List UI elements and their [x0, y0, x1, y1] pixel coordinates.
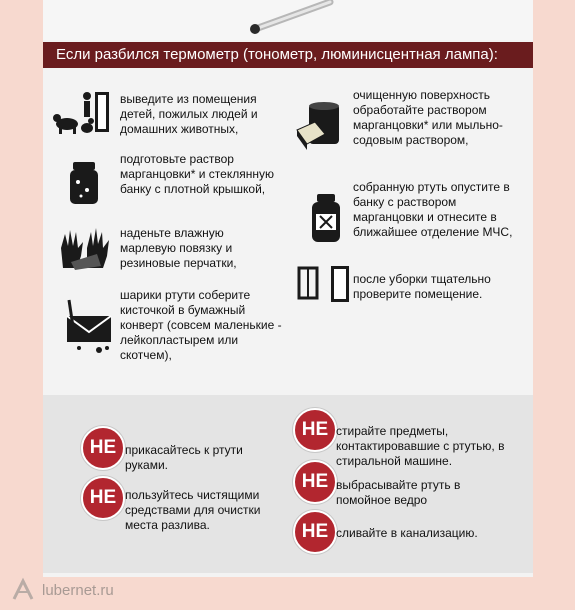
hazard-jar-icon — [309, 192, 343, 244]
instruction-gloves: наденьте влажную марлевую повязку и резиновые перчатки, — [120, 226, 237, 270]
logo-icon — [10, 577, 36, 603]
person-pets-door-icon — [51, 88, 113, 138]
header-title: Если разбился термометр (тонометр, люминисцентная лампа): — [43, 42, 533, 68]
thermometer-icon — [238, 0, 348, 34]
ne-badge: НЕ — [81, 426, 125, 470]
prohibition-trash: выбрасывайте ртуть в помойное ведро — [336, 478, 461, 507]
ne-badge: НЕ — [81, 476, 125, 520]
infographic-card — [43, 0, 533, 577]
prohibition-drain: сливайте в канализацию. — [336, 526, 478, 540]
instruction-evacuate: выведите из помещения детей, пожилых людей и домашних животных, — [120, 92, 258, 136]
window-icon — [297, 264, 351, 304]
watermark-text: lubernet.ru — [42, 581, 114, 599]
jar-icon — [67, 160, 101, 206]
instruction-ventilate: после уборки тщательно проверите помещение. — [353, 272, 491, 301]
instruction-collect: шарики ртути соберите кисточкой в бумажный конверт (совсем маленькие - лейкопластырем или скотчем), — [120, 288, 282, 362]
prohibition-touch: прикасайтесь к ртути руками. — [125, 443, 243, 472]
ne-badge: НЕ — [293, 408, 337, 452]
watermark — [10, 575, 114, 605]
ne-badge: НЕ — [293, 460, 337, 504]
instruction-treat-surface: очищенную поверхность обработайте раствором марганцовки* или мыльно-содовым раствором, — [353, 88, 503, 147]
bucket-sponge-icon — [295, 100, 343, 152]
envelope-brush-icon — [59, 296, 119, 356]
gloves-icon — [57, 224, 113, 270]
prohibition-cleaners: пользуйтесь чистящими средствами для очистки места разлива. — [125, 488, 261, 532]
instruction-dispose-mchs: собранную ртуть опустите в банку с раствором марганцовки и отнесите в ближайшее отделение МЧС, — [353, 180, 513, 239]
prohibition-wash: стирайте предметы, контактировавшие с ртутью, в стиральной машине. — [336, 424, 505, 468]
instruction-prepare: подготовьте раствор марганцовки* и стеклянную банку с плотной крышкой, — [120, 152, 274, 196]
ne-badge: НЕ — [293, 510, 337, 554]
